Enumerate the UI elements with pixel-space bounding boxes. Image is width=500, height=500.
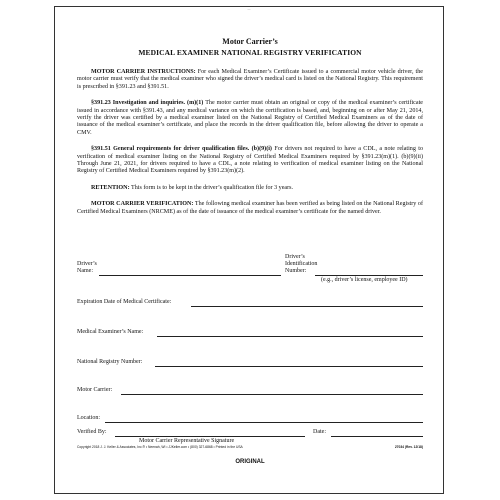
motor-carrier-field[interactable] <box>121 394 423 395</box>
paragraph-lead: RETENTION: <box>91 184 130 191</box>
driver-row <box>77 254 423 291</box>
paragraph-body: The following medical examiner has been verified as being listed on the National Registry of Certified Medical Examiners (NRCME) as of the date of issuance of the medical examiner’s certificate for the named driver. <box>77 201 424 215</box>
instructions-paragraph <box>77 69 423 91</box>
paragraph-body: This form is to be kept in the driver’s qualification file for 3 years. <box>129 184 294 191</box>
form-number: 27034 (Rev. 12/18) <box>394 445 423 449</box>
expiration-field[interactable] <box>191 306 423 307</box>
form-subtitle: MEDICAL EXAMINER NATIONAL REGISTRY VERIFICATION <box>138 48 362 57</box>
section-391-23-paragraph <box>77 100 423 137</box>
location-field[interactable] <box>105 422 423 423</box>
driver-name-label-line2: Name: <box>77 268 93 274</box>
driver-name-label-line1: Driver’s <box>77 261 97 267</box>
signature-field[interactable] <box>115 436 305 437</box>
paragraph-lead: §391.23 Investigation and inquiries. (m)(1) <box>91 100 204 107</box>
paragraph-body: For each Medical Examiner’s Certificate issued to a commercial motor vehicle driver, the motor carrier must verify that the medical examiner who signed the driver’s medical card is listed on the National Registry. This requirement is prescribed in §391.23 and §391.51. <box>77 69 423 90</box>
registry-number-field[interactable] <box>155 366 423 367</box>
date-field[interactable] <box>331 436 423 437</box>
date-label: Date: <box>313 429 326 435</box>
form-body <box>77 21 423 222</box>
signature-hint: Motor Carrier Representative Signature <box>139 438 235 444</box>
driver-id-label-line3: Number: <box>285 268 307 274</box>
driver-id-label-line1: Driver’s <box>285 254 305 260</box>
examiner-name-label: Medical Examiner’s Name: <box>77 329 144 335</box>
location-label: Location: <box>77 415 100 421</box>
top-mark: — <box>247 7 251 11</box>
paragraph-body: For drivers not required to have a CDL, a note relating to verification of medical examiner listing on the National Registry of Certified Medical Examiners required by §391.23(m)(1). (b)(9)(ii) Through June 21, 2021, for drivers required to have a CDL, a note relating to verification of medical examiner listing on the National Registry of Certified Medical Examiners required by §391.23(m)(2). <box>77 146 424 175</box>
form-page <box>54 6 444 494</box>
form-title: Motor Carrier’s <box>222 37 278 46</box>
copy-label: ORIGINAL <box>235 459 265 465</box>
paragraph-lead: MOTOR CARRIER VERIFICATION: <box>91 201 194 208</box>
driver-name-field[interactable] <box>99 275 281 276</box>
motor-carrier-label: Motor Carrier: <box>77 387 113 393</box>
retention-paragraph <box>77 185 423 192</box>
verified-by-label: Verified By: <box>77 429 107 435</box>
driver-id-hint: (e.g., driver’s license, employee ID) <box>321 277 408 283</box>
examiner-name-field[interactable] <box>157 336 423 337</box>
paragraph-lead: MOTOR CARRIER INSTRUCTIONS: <box>91 69 196 75</box>
copyright-text: Copyright 2018 J. J. Keller & Associates, Inc.® • Neenah, WI • JJKeller.com • (800) 327-6868 • Printed in the USA <box>77 445 243 449</box>
section-391-51-paragraph <box>77 146 423 176</box>
driver-id-label-line2: Identification <box>285 261 318 267</box>
registry-number-label: National Registry Number: <box>77 359 143 365</box>
paragraph-lead: §391.51 General requirements for driver qualification files. (b)(9)(i) <box>91 146 272 153</box>
expiration-label: Expiration Date of Medical Certificate: <box>77 299 172 305</box>
verification-paragraph <box>77 201 423 216</box>
paragraph-body: The motor carrier must obtain an original or copy of the medical examiner’s certificate issued in accordance with §391.43, and any medical variance on which the certification is based, and, beginning on or after May 21, 2014, verify the driver was certified by a medical examiner listed on the National Registry of Certified Medical Examiners as of the date of issuance of the medical examiner’s certificate, and place the records in the driver qualification file, before allowing the driver to operate a CMV. <box>77 100 423 136</box>
driver-id-field[interactable] <box>315 275 423 276</box>
